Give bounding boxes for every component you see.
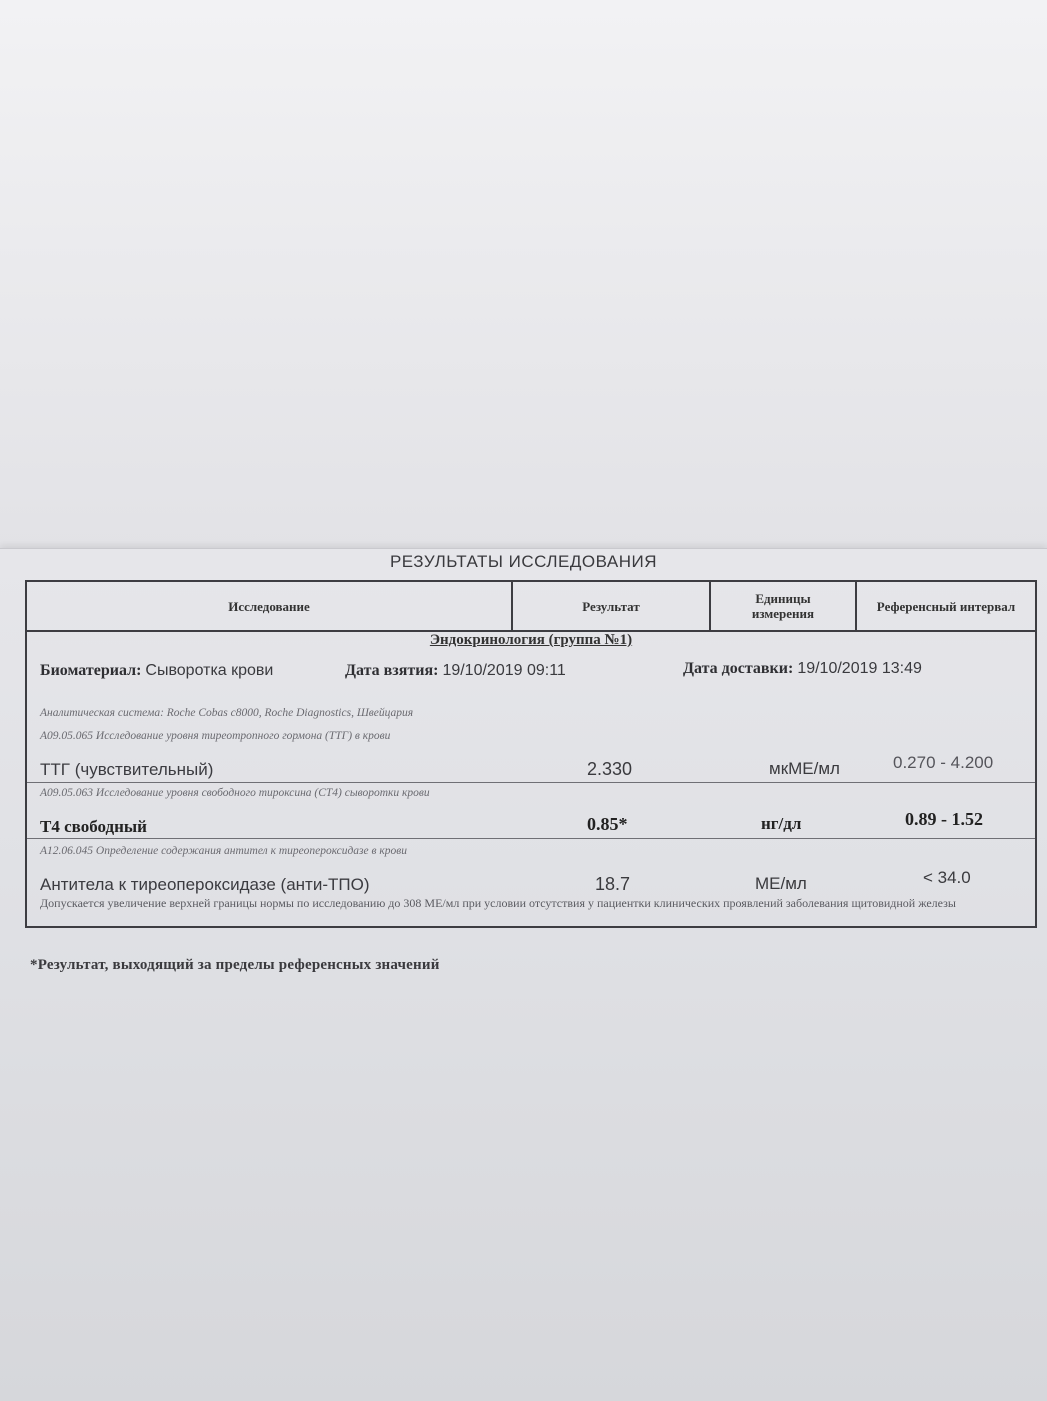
test-units: нг/дл (761, 814, 802, 833)
header-units (711, 582, 855, 630)
delivery-date (683, 660, 922, 678)
paper-top-fold (0, 0, 1047, 560)
results-table (25, 580, 1037, 928)
table-header-row (27, 582, 1035, 632)
test-name: ТТГ (чувствительный) (40, 760, 214, 779)
row-separator (27, 838, 1035, 839)
header-units-line2: измерения (751, 606, 815, 621)
test-name: Антитела к тиреопероксидазе (анти-ТПО) (40, 875, 370, 894)
delivery-date-value: 19/10/2019 13:49 (797, 660, 922, 677)
test-reference: 0.270 - 4.200 (893, 753, 994, 772)
header-reference: Референсный интервал (876, 598, 1016, 614)
collection-date (345, 662, 566, 680)
group-title: Эндокринология (группа №1) (429, 632, 633, 648)
test-code: A12.06.045 Определение содержания антител к тиреопероксидазе в крови (40, 845, 408, 857)
biomaterial-label: Биоматериал: (40, 662, 142, 679)
test-result: 18.7 (595, 874, 631, 894)
header-units-line1: Единицы (755, 591, 811, 606)
test-result: 0.85* (587, 814, 628, 834)
delivery-date-label: Дата доставки: (683, 660, 794, 677)
test-code: A09.05.063 Исследование уровня свободного тироксина (СТ4) сыворотки крови (40, 787, 430, 799)
test-units: МЕ/мл (755, 874, 807, 893)
test-code: A09.05.065 Исследование уровня тиреотропного гормона (ТТГ) в крови (40, 730, 391, 742)
test-name: Т4 свободный (40, 817, 147, 836)
row-separator (27, 782, 1035, 783)
test-reference: 0.89 - 1.52 (905, 809, 983, 829)
footnote: *Результат, выходящий за пределы референсных значений (30, 957, 440, 973)
header-study: Исследование (228, 598, 310, 614)
analytic-system: Аналитическая система: Roche Cobas c8000, Roche Diagnostics, Швейцария (40, 707, 414, 719)
test-result: 2.330 (587, 759, 633, 779)
test-reference: < 34.0 (923, 868, 971, 887)
collection-date-value: 19/10/2019 09:11 (442, 662, 566, 679)
collection-date-label: Дата взятия: (345, 662, 439, 679)
test-note: Допускается увеличение верхней границы нормы по исследованию до 308 МЕ/мл при условии отсутствия у пациентки клинических проявлений заболевания щитовидной железы (40, 896, 956, 910)
header-result: Результат (582, 598, 640, 614)
biomaterial-value: Сыворотка крови (145, 662, 274, 679)
document-title: РЕЗУЛЬТАТЫ ИССЛЕДОВАНИЯ (389, 552, 658, 571)
test-units: мкМЕ/мл (769, 759, 840, 778)
biomaterial (40, 662, 273, 680)
